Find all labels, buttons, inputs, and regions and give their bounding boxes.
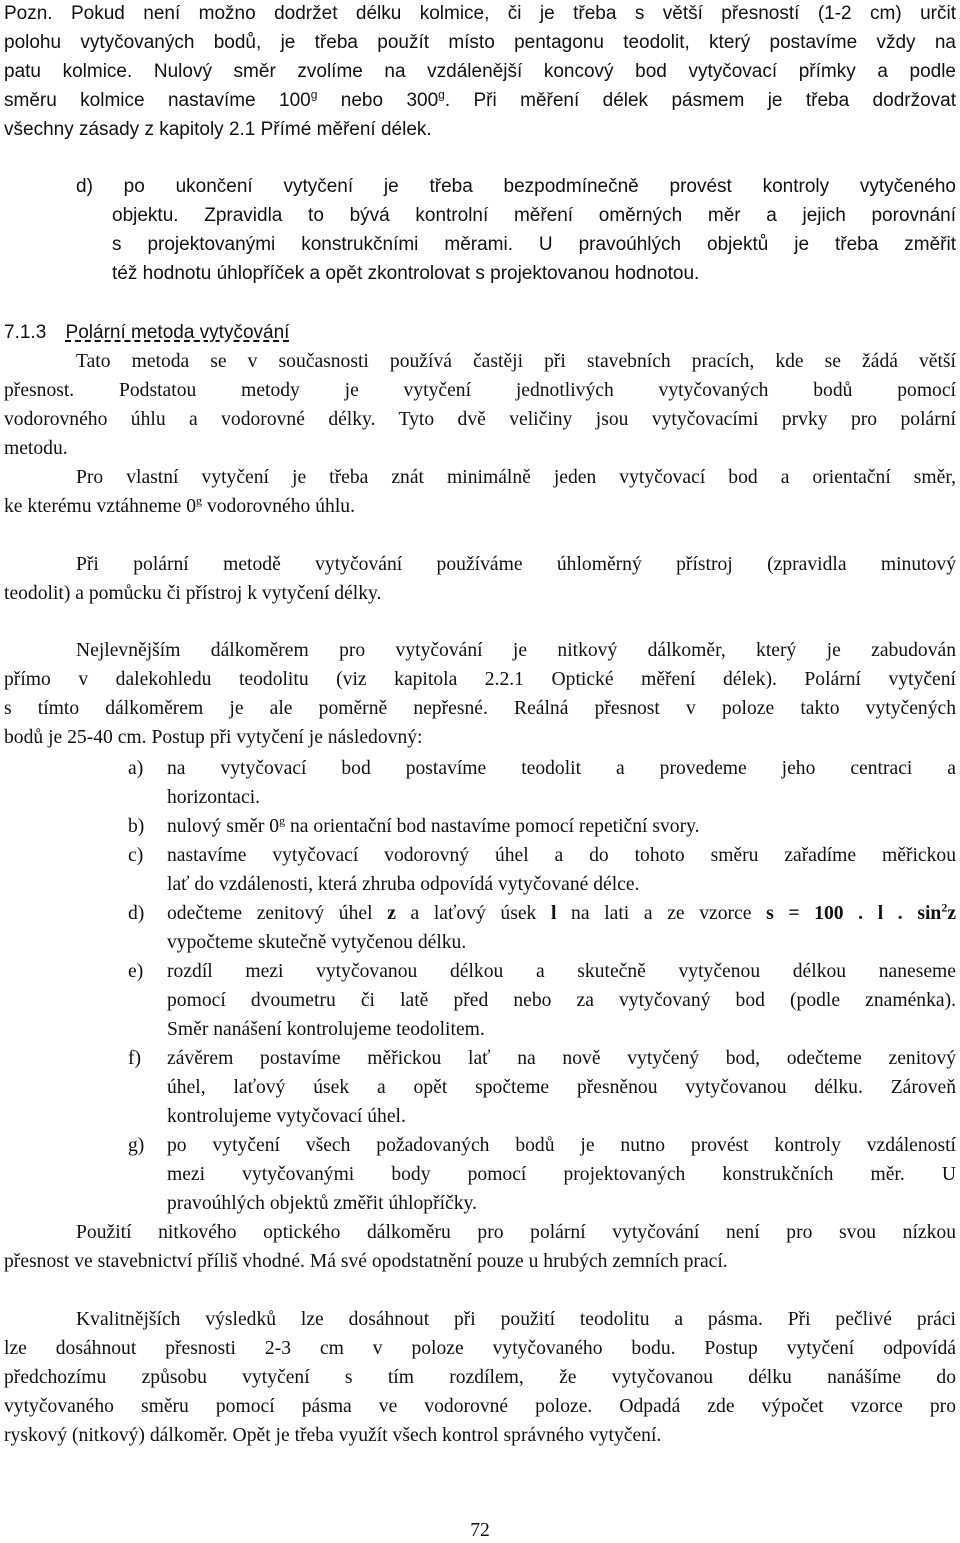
step-g-line-3: pravoúhlých objektů změřit úhlopříčky. — [167, 1193, 477, 1214]
step-d-label: d) — [128, 903, 145, 924]
step-g-line-1: po vytyčení všech požadovaných bodů je nutno provést kontroly vzdáleností — [167, 1135, 956, 1156]
step-c-label: c) — [128, 845, 144, 866]
intro-line-4: směru kolmice nastavíme 100$^g$ nebo 300$^g$. Při měření délek pásmem je třeba dodržovat — [4, 87, 956, 111]
p3-line-2: teodolit) a pomůcku či přístroj k vytyčení délky. — [4, 583, 382, 604]
p5-line-1: Použití nitkového optického dálkoměru pro polární vytyčování není pro svou nízkou — [76, 1222, 956, 1243]
intro-line-1: Pozn. Pokud není možno dodržet délku kolmice, či je třeba s větší přesností (1-2 cm) určit — [4, 3, 956, 24]
intro-line-5: všechny zásady z kapitoly 2.1 Přímé měření délek. — [4, 119, 432, 140]
p4-line-2: přímo v dalekohledu teodolitu (viz kapitola 2.2.1 Optické měření délek). Polární vytyčení — [4, 669, 956, 690]
step-g-line-2: mezi vytyčovanými body pomocí projektovaných konstrukčních měr. U — [167, 1164, 956, 1185]
step-b-line-1: nulový směr 0$^g$ na orientační bod nastavíme pomocí repetiční svory. — [167, 813, 700, 837]
step-c-line-2: lať do vzdálenosti, která zhruba odpovídá vytyčované délce. — [167, 874, 640, 895]
p6-line-2: lze dosáhnout přesnosti 2-3 cm v poloze vytyčovaného bodu. Postup vytyčení odpovídá — [4, 1338, 956, 1359]
step-d-line-1: odečteme zenitový úhel z a laťový úsek l na lati a ze vzorce s = 100 . l . $\sin^2z$ — [167, 900, 957, 924]
step-f-label: f) — [128, 1048, 142, 1069]
intro-line-2: polohu vytyčovaných bodů, je třeba použít místo pentagonu teodolit, který postavíme vždy na — [4, 32, 956, 53]
p6-line-4: vytyčovaného směru pomocí pásma ve vodorovné poloze. Odpadá zde výpočet vzorce pro — [4, 1396, 956, 1417]
step-d-line-2: vypočteme skutečně vytyčenou délku. — [167, 932, 467, 953]
step-f-line-2: úhel, laťový úsek a opět spočteme přesněnou vytyčovanou délku. Zároveň — [167, 1077, 956, 1098]
step-a-line-1: na vytyčovací bod postavíme teodolit a provedeme jeho centraci a — [167, 758, 956, 779]
page-number: 72 — [470, 1520, 490, 1541]
item-d-line-3: s projektovanými konstrukčními měrami. U pravoúhlých objektů je třeba změřit — [112, 234, 956, 255]
item-d-line-4: též hodnotu úhlopříček a opět zkontrolovat s projektovanou hodnotou. — [112, 263, 700, 284]
p1-line-3: vodorovného úhlu a vodorovné délky. Tyto dvě veličiny jsou vytyčovacími prvky pro polární — [4, 409, 956, 430]
p3-line-1: Při polární metodě vytyčování používáme úhloměrný přístroj (zpravidla minutový — [76, 554, 956, 575]
section-number: 7.1.3 — [4, 322, 47, 343]
item-d-line-2: objektu. Zpravidla to bývá kontrolní měření oměrných měr a jejich porovnání — [112, 205, 956, 226]
p4-line-1: Nejlevnějším dálkoměrem pro vytyčování je nitkový dálkoměr, který je zabudován — [76, 640, 956, 661]
p1-line-2: přesnost. Podstatou metody je vytyčení jednotlivých vytyčovaných bodů pomocí — [4, 380, 956, 401]
p4-line-3: s tímto dálkoměrem je ale poměrně nepřesné. Reálná přesnost v poloze takto vytyčených — [4, 698, 956, 719]
p4-line-4: bodů je 25-40 cm. Postup při vytyčení je následovný: — [4, 727, 423, 748]
step-e-label: e) — [128, 961, 144, 982]
p1-line-1: Tato metoda se v současnosti používá častěji při stavebních pracích, kde se žádá větší — [76, 351, 956, 372]
p2-line-1: Pro vlastní vytyčení je třeba znát minimálně jeden vytyčovací bod a orientační směr, — [76, 467, 956, 488]
step-e-line-2: pomocí dvoumetru či latě před nebo za vytyčovaný bod (podle znaménka). — [167, 990, 956, 1011]
p6-line-5: ryskový (nitkový) dálkoměr. Opět je třeba využít všech kontrol správného vytyčení. — [4, 1425, 662, 1446]
step-b-label: b) — [128, 816, 145, 837]
step-f-line-3: kontrolujeme vytyčovací úhel. — [167, 1106, 406, 1127]
item-d-line-1: d) po ukončení vytyčení je třeba bezpodmínečně provést kontroly vytyčeného — [76, 176, 956, 197]
p6-line-3: předchozímu způsobu vytyčení s tím rozdílem, že vytyčovanou délku nanášíme do — [4, 1367, 956, 1388]
section-heading — [4, 318, 956, 347]
p2-line-2: ke kterému vztáhneme 0$^g$ vodorovného úhlu. — [4, 493, 355, 517]
step-a-line-2: horizontaci. — [167, 787, 261, 808]
step-e-line-1: rozdíl mezi vytyčovanou délkou a skutečně vytyčenou délkou naneseme — [167, 961, 956, 982]
intro-line-3: patu kolmice. Nulový směr zvolíme na vzdálenější koncový bod vytyčovací přímky a podle — [4, 61, 956, 82]
step-g-label: g) — [128, 1135, 145, 1156]
p5-line-2: přesnost ve stavebnictví příliš vhodné. Má své opodstatnění pouze u hrubých zemních prací. — [4, 1251, 728, 1272]
p1-line-4: metodu. — [4, 438, 68, 459]
step-c-line-1: nastavíme vytyčovací vodorovný úhel a do tohoto směru zařadíme měřickou — [167, 845, 956, 866]
step-f-line-1: závěrem postavíme měřickou lať na nově vytyčený bod, odečteme zenitový — [167, 1048, 956, 1069]
section-title: Polární metoda vytyčování — [65, 322, 290, 343]
distance-formula: s = 100 . l . sin — [766, 903, 942, 924]
step-a-label: a) — [128, 758, 144, 779]
p6-line-1: Kvalitnějších výsledků lze dosáhnout při použití teodolitu a pásma. Při pečlivé práci — [76, 1309, 956, 1330]
step-e-line-3: Směr nanášení kontrolujeme teodolitem. — [167, 1019, 485, 1040]
